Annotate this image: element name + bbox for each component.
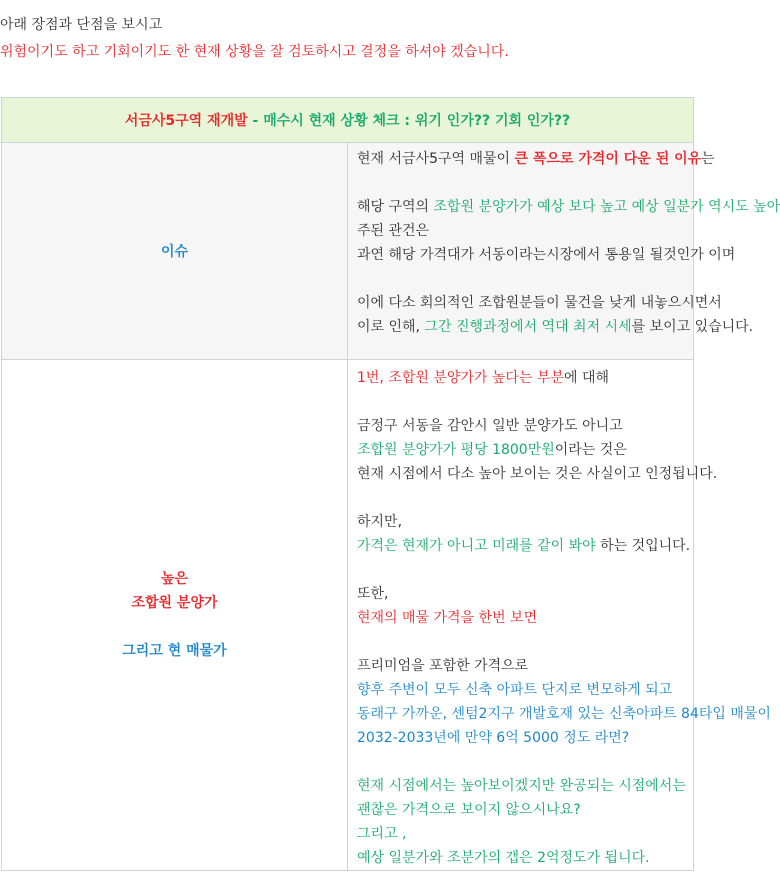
- price-text: 하지만,: [357, 514, 403, 530]
- intro: [0, 0, 695, 68]
- issue-highlight: 큰 폭으로 가격이 다운 된 이유: [514, 151, 702, 167]
- issue-text: 이에 다소 회의적인 조합원분들이 물건을 낮게 내놓으시면서: [357, 295, 722, 311]
- issue-text: 과연 해당 가격대가 서동이라는시장에서 통용일 될것인가 이며: [357, 247, 736, 263]
- issue-text: 이로 인해,: [357, 319, 425, 335]
- issue-text: 는: [701, 151, 715, 167]
- issue-text: 주된 관건은: [357, 223, 430, 239]
- issue-highlight: 그간 진행과정에서 역대 최저 시세: [424, 319, 632, 335]
- label-line: 높은: [160, 571, 189, 587]
- intro-line-1: 아래 장점과 단점을 보시고: [0, 17, 163, 33]
- row-label-issue: 이슈: [2, 143, 348, 360]
- price-highlight: 예상 일분가와 조분가의 갭은 2억정도가 됩니다.: [357, 850, 650, 866]
- price-text: 현재 시점에서 다소 높아 보이는 것은 사실이고 인정됩니다.: [357, 466, 718, 482]
- price-text: 프리미엄을 포함한 가격으로: [357, 658, 529, 674]
- intro-line-2: 위험이기도 하고 기회이기도 한 현재 상황을 잘 검토하시고 결정을 하셔야 겠습니다.: [0, 44, 509, 60]
- title-project: 서금사5구역 재개발: [124, 113, 248, 129]
- price-text: 금정구 서동을 감안시 일반 분양가도 아니고: [357, 418, 623, 434]
- label-line: 조합원 분양가: [131, 595, 218, 611]
- table-row-issue: [2, 143, 694, 360]
- price-highlight: 현재 시점에서는 높아보이겠지만 완공되는 시점에서는: [357, 778, 686, 794]
- issue-highlight: 조합원 분양가가 예상 보다 높고 예상 일분가 역시도 높아: [433, 199, 780, 215]
- price-highlight: 조합원 분양가가 평당 1800만원: [357, 442, 555, 458]
- title-check: 매수시 현재 상황 체크 : 위기 인가?? 기회 인가??: [263, 113, 571, 129]
- title-separator: -: [247, 113, 264, 129]
- analysis-table: [1, 97, 780, 871]
- issue-text: 를 보이고 있습니다.: [631, 319, 754, 335]
- row-content-price: [348, 360, 771, 871]
- price-highlight: 1번, 조합원 분양가가 높다는 부분: [357, 370, 564, 386]
- row-label-price: [2, 360, 348, 871]
- price-highlight: 괜찮은 가격으로 보이지 않으시나요?: [357, 802, 581, 818]
- row-content-issue: [348, 143, 780, 360]
- price-text: 하는 것입니다.: [595, 538, 691, 554]
- price-highlight: 동래구 가까운, 센텀2지구 개발호재 있는 신축아파트 84타입 매물이: [357, 706, 771, 722]
- price-highlight: 현재의 매물 가격을 한번 보면: [357, 610, 538, 626]
- price-highlight: 2032-2033년에 만약 6억 5000 정도 라면?: [357, 730, 630, 746]
- issue-text: 현재 서금사5구역 매물이: [357, 151, 515, 167]
- price-highlight: 가격은 현재가 아니고 미래를 같이 봐야: [357, 538, 596, 554]
- price-highlight: 그리고 ,: [357, 826, 407, 842]
- table-row-price: [2, 360, 694, 871]
- price-text: 이라는 것은: [554, 442, 627, 458]
- price-text: 또한,: [357, 586, 389, 602]
- issue-text: 해당 구역의: [357, 199, 434, 215]
- price-text: 에 대해: [563, 370, 610, 386]
- price-highlight: 향후 주변이 모두 신축 아파트 단지로 변모하게 되고: [357, 682, 673, 698]
- label-line: 그리고 현 매물가: [122, 643, 227, 659]
- table-title: [2, 98, 694, 143]
